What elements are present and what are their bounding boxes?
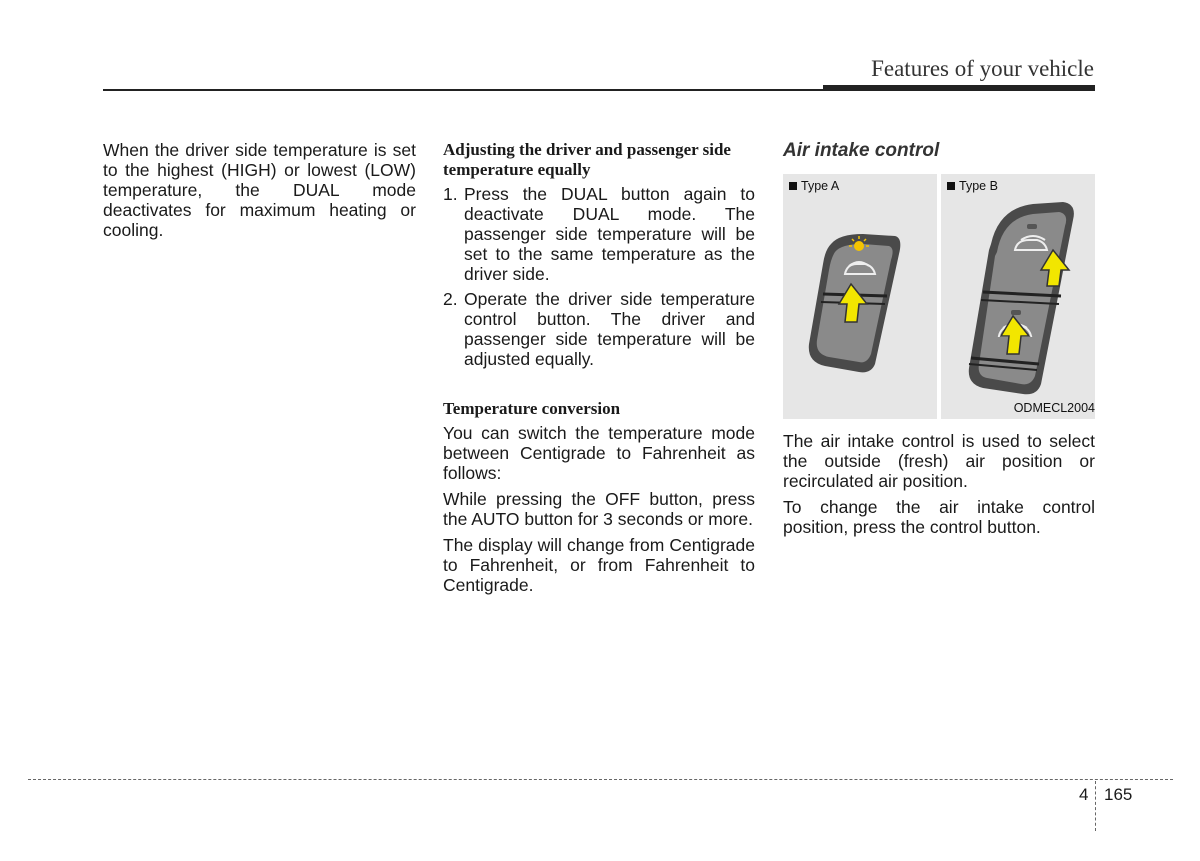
figure-code: ODMECL2004 <box>1013 401 1095 415</box>
indicator-slot-icon <box>1011 310 1021 315</box>
button-illustration <box>783 174 1095 419</box>
air-intake-paragraph-2: To change the air intake control position, press the control button. <box>783 497 1095 537</box>
step-number: 2. <box>443 289 458 309</box>
section-title-air-intake: Air intake control <box>783 140 940 161</box>
conversion-paragraph-3: The display will change from Centigrade to Fahrenheit, or from Fahrenheit to Centigrade. <box>443 535 755 595</box>
column-left <box>103 140 416 246</box>
step-number: 1. <box>443 184 458 204</box>
air-intake-paragraph-1: The air intake control is used to select the outside (fresh) air position or recirculated air position. <box>783 431 1095 491</box>
step-text: Press the DUAL button again to deactivate DUAL mode. The passenger side temperature will be set to the same temperature as the driver side. <box>464 184 755 284</box>
page-header-title: Features of your vehicle <box>871 56 1094 81</box>
list-item <box>443 289 755 369</box>
footer-divider <box>1095 781 1096 831</box>
conversion-paragraph-1: You can switch the temperature mode between Centigrade to Fahrenheit as follows: <box>443 423 755 483</box>
list-item <box>443 184 755 284</box>
heading-adjust-equally: Adjusting the driver and passenger side temperature equally <box>443 140 731 179</box>
label-type-a: Type A <box>789 176 839 196</box>
chapter-number: 4 <box>1079 785 1089 804</box>
indicator-slot-icon <box>1027 224 1037 229</box>
column-right <box>783 140 1095 543</box>
indicator-light-icon <box>854 241 864 251</box>
conversion-paragraph-2: While pressing the OFF button, press the AUTO button for 3 seconds or more. <box>443 489 755 529</box>
footer-rule <box>28 779 1173 780</box>
column-middle <box>443 140 755 601</box>
step-text: Operate the driver side temperature control button. The driver and passenger side temperature will be adjusted equally. <box>464 289 755 369</box>
heading-temperature-conversion: Temperature conversion <box>443 399 621 418</box>
header-rule-accent <box>823 85 1095 91</box>
air-intake-figure <box>783 174 1095 419</box>
steps-list <box>443 184 755 369</box>
label-type-b: Type B <box>947 176 998 196</box>
dual-mode-paragraph: When the driver side temperature is set to the highest (HIGH) or lowest (LOW) temperature, the DUAL mode deactivates for maximum heating or cooling. <box>103 140 416 240</box>
page-number: 165 <box>1104 785 1133 804</box>
